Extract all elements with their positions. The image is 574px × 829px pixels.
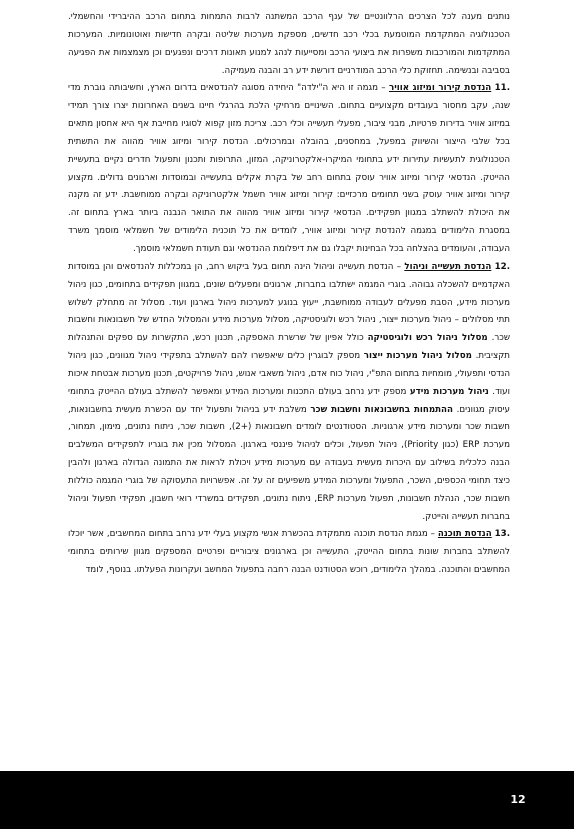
section-13-number: .13 (494, 529, 510, 540)
section-11-paragraph (68, 80, 510, 258)
page-footer (0, 771, 574, 829)
section-12-body-1: – הנדסת תעשייה וניהול הינה תחום בעל ביקוש רחב, הן במכללות להנדסאים והן במוסדות האקדמיים להשכלה גבוהה. בוגרי המגמה ישתלבו בחברות, ארגונים ומפעלים שונים, במגוון תפקידים בתחומים, כגון ניהול מערכות מידע, הסבת מפעלים לעבודה ממוחשבת, ייעוץ בנוגע למערכות ניהול בארגון ועוד. מסלול זה מתחלק לשלוש תתי מסלולים – ניהול מערכות ייצור, ניהול רכש ולוגיסטיקה, מסלול מערכות מידע והמסלול החדש של חשבונאות וחשבות שכר. (68, 261, 510, 344)
section-12-body-4: מספק ידע נרחב בעולם התכנות ומערכות המידע ומאפשר להשתלב בעולם ההייטק בתחומי עיסוק מגוונים. (68, 386, 510, 415)
section-12-emphasis-procurement: מסלול ניהול רכש ולוגיסטיקה (367, 333, 488, 344)
page-number: 12 (510, 793, 526, 806)
section-11-title: הנדסת קירור ומיזוג אוויר (388, 83, 492, 94)
document-body (68, 9, 510, 769)
section-12-body-2: כולל אפיון של שרשרת האספקה, תכנון רכש, התקשרות עם ספקים והתנהלות תקציבית. (68, 333, 510, 362)
section-12-body-5: משלבת ידע בניהול ותפעול יחד עם הכשרת מעשית בחשבונאות, חשבות שכר ומערכות מידע ארגוניות. הסטודנטים לומדים חשבונאות (+2), חשבות שכר, ניתוח נתונים, מימון, תמחור, מערכת ERP (כגון Priority), ניהול תפעול, וכלים לניהול פיננסי בארגון. המסלול מכין את בוגריו לתפקידים המשלבים הבנה כלכלית בשילוב עם היכרות מעשית בעבודה עם מערכות מידע ויכולת לראות את התמונה הגדולה בארגון ולהבין כיצד תחומי הכספים, השכר, התפעול ומערכות המידע משפיעים זה על זה. אפשרויות התעסוקה של בוגרי המגמה כוללות חשבות שכר, הנהלת חשבונות, תפעול מערכות ERP, ניתוח נתונים, תפקידים במשרדי רואי חשבון, תפקידי תפעול וניהול בחברות תעשייה והייטק. (68, 404, 510, 522)
section-12-body-3: מספק לבוגרין כלים שיאפשרו להם להשתלב בתפקידי ניהול מגוונים, כגון ניהול הנדסי ותפעולי, מומחיות בתחום התפ"י, ניהול כוח אדם, ניהול משאבי אנוש, ניהול פרויקטים, תכנון מערכות אבטחת איכות ועוד. (68, 351, 510, 397)
section-12-title: הנדסת תעשייה וניהול (404, 261, 492, 272)
section-12-emphasis-accounting: ההתמחות בחשבונאות וחשבות שכר (310, 404, 453, 415)
section-11-body: – מגמה זו היא ה"ילדה" היחידה מסוגה להנדסאים בדרום הארץ, וחשיבותה גוברת מדי שנה, עקב מחסור בעובדים מקצועיים בתחום. השינויים מרחיקי הלכת בהרגלי חיינו בשנים האחרונות יצרו צורך תמידי במיזוג אוויר בדירות פרטיות, מבני ציבור, מפעלי תעשייה וכלי רכב. צריכת מזון קפוא לסוגיו מחייבת אף היא אחסון מתאים בכל שלבי הייצור והשיווק במפעל, במחסנים, בהובלה ובמרכולים. הנדסת קירור ומיזוג אוויר מהווה את התשתית הטכנולוגית לתעשיות עתירות ידע בתחומי המיקרו-אלקטרוניקה, המזון, התרופות ותכנון ותפעול חדרים נקיים בתעשיית ההייטק. הנדסאי קירור ומיזוג אוויר עוסק בתחום רחב של בקרת אקלים בתעשייה ובמוסדות וארגונים גדולים. מקצוע קירור ומיזוג אוויר עוסק בשני תחומים מרכזיים: קירור ומיזוג אוויר חשמל אלקטרוניקה ובקרה ממוחשבת. ידע זה מקנה את היכולת להשתלב במגוון תפקידים. הנדסאי קירור ומיזוג אוויר מהווה את התואר הנבנה ביותר בארץ בתחום זה. במסגרת הלימודים במגמה להנדסת קירור ומיזוג אוויר, לומדים את כל תוכנית הלימודים של חשמלאי מוסמך משרד העבודה, והעומדים בהצלחה בכל הבחינות יקבלו גם את דיפלומת ההנדסאי וגם תעודת חשמלאי מוסמך. (68, 83, 510, 254)
section-12-emphasis-production: מסלול ניהול מערכות ייצור (363, 351, 472, 362)
section-12-number: .12 (494, 261, 510, 272)
intro-paragraph (68, 9, 510, 80)
section-12-paragraph (68, 259, 510, 527)
intro-text: נותנים מענה לכל הצרכים הרלוונטיים של ענף הרכב המשתנה לרבות התמחות בתחום הרכב ההיברידי והחשמלי. הטכנולוגיה המתקדמת המוטמעת בכלי רכב חדשים, מספקת מערכות שליטה ובקרה חדישות ואוטונומיות. המערכות המתקדמות והמורכבות משפרות את ביצועי הרכב ומסייעות לנהג למנוע תאונות דרכים ונפגעים וכן מצמצמות את הפגיעה בסביבה ובנשימה. תחזוקת כלי הרכב המודרניים דורשת ידע רב והבנה מעמיקה. (68, 12, 510, 76)
section-11-number: .11 (494, 83, 510, 94)
section-13-paragraph (68, 526, 510, 580)
section-12-emphasis-information-systems: ניהול מערכות מידע (409, 386, 489, 397)
section-13-title: הנדסת תוכנה (437, 529, 492, 540)
section-13-body: – מגמת הנדסת תוכנה מתמקדת בהכשרת אנשי מקצוע בעלי ידע נרחב בתחום המחשבים, אשר יוכלו להשתלב בחברות שונות בתחום ההייטק, התעשייה וכן בארגונים ציבוריים ופרטיים המספקים מגוון שירותים בתחומי המחשבים והתוכנה. במהלך הלימודים, רוכש הסטודנט הבנה רחבה בתפעול המחשב ועקרונות הפעלתו. בנוסף, לומד (68, 529, 510, 576)
